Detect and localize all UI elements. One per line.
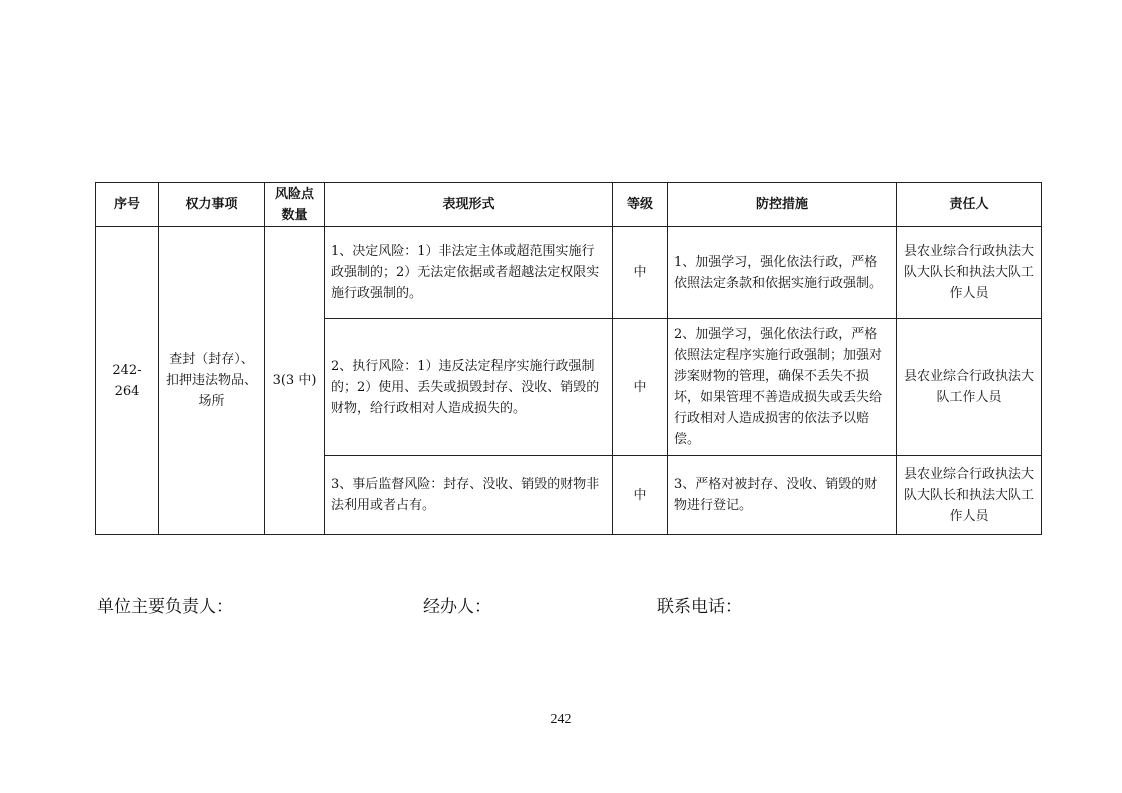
- serial-cell: 242-264: [96, 227, 159, 535]
- risk-level-cell: 中: [613, 456, 668, 535]
- header-risk-count-line2: 数量: [281, 207, 308, 223]
- risk-form-cell: 3、事后监督风险：封存、没收、销毁的财物非法利用或者占有。: [325, 456, 613, 535]
- table-row: [96, 227, 1042, 319]
- risk-responsible-cell: 县农业综合行政执法大队大队长和执法大队工作人员: [897, 456, 1042, 535]
- header-serial: 序号: [96, 183, 159, 227]
- unit-head-label: 单位主要负责人：: [97, 597, 233, 617]
- handler-label: 经办人：: [423, 597, 491, 617]
- risk-table: [95, 182, 1042, 535]
- risk-measure-cell: 3、严格对被封存、没收、销毁的财物进行登记。: [668, 456, 897, 535]
- header-risk-count-line1: 风险点: [274, 186, 314, 202]
- header-risk-count: [265, 183, 325, 227]
- header-responsible: 责任人: [897, 183, 1042, 227]
- risk-measure-cell: 2、加强学习，强化依法行政，严格依照法定程序实施行政强制；加强对涉案财物的管理，确保不丢失不损坏，如果管理不善造成损失或丢失给行政相对人造成损害的依法予以赔偿。: [668, 319, 897, 456]
- header-power-matter: 权力事项: [159, 183, 265, 227]
- phone-label: 联系电话：: [657, 597, 742, 617]
- risk-level-cell: 中: [613, 319, 668, 456]
- header-form: 表现形式: [325, 183, 613, 227]
- risk-form-cell: 1、决定风险：1）非法定主体或超范围实施行政强制的；2）无法定依据或者超越法定权限实施行政强制的。: [325, 227, 613, 319]
- power-matter-cell: 查封（封存）、扣押违法物品、场所: [159, 227, 265, 535]
- header-measure: 防控措施: [668, 183, 897, 227]
- header-level: 等级: [613, 183, 668, 227]
- risk-responsible-cell: 县农业综合行政执法大队大队长和执法大队工作人员: [897, 227, 1042, 319]
- risk-form-cell: 2、执行风险：1）违反法定程序实施行政强制的；2）使用、丢失或损毁封存、没收、销毁的财物，给行政相对人造成损失的。: [325, 319, 613, 456]
- risk-level-cell: 中: [613, 227, 668, 319]
- page-number: 242: [550, 712, 572, 727]
- table-header-row: [96, 183, 1042, 227]
- risk-count-cell: 3(3 中): [265, 227, 325, 535]
- risk-responsible-cell: 县农业综合行政执法大队工作人员: [897, 319, 1042, 456]
- risk-measure-cell: 1、加强学习，强化依法行政，严格依照法定条款和依据实施行政强制。: [668, 227, 897, 319]
